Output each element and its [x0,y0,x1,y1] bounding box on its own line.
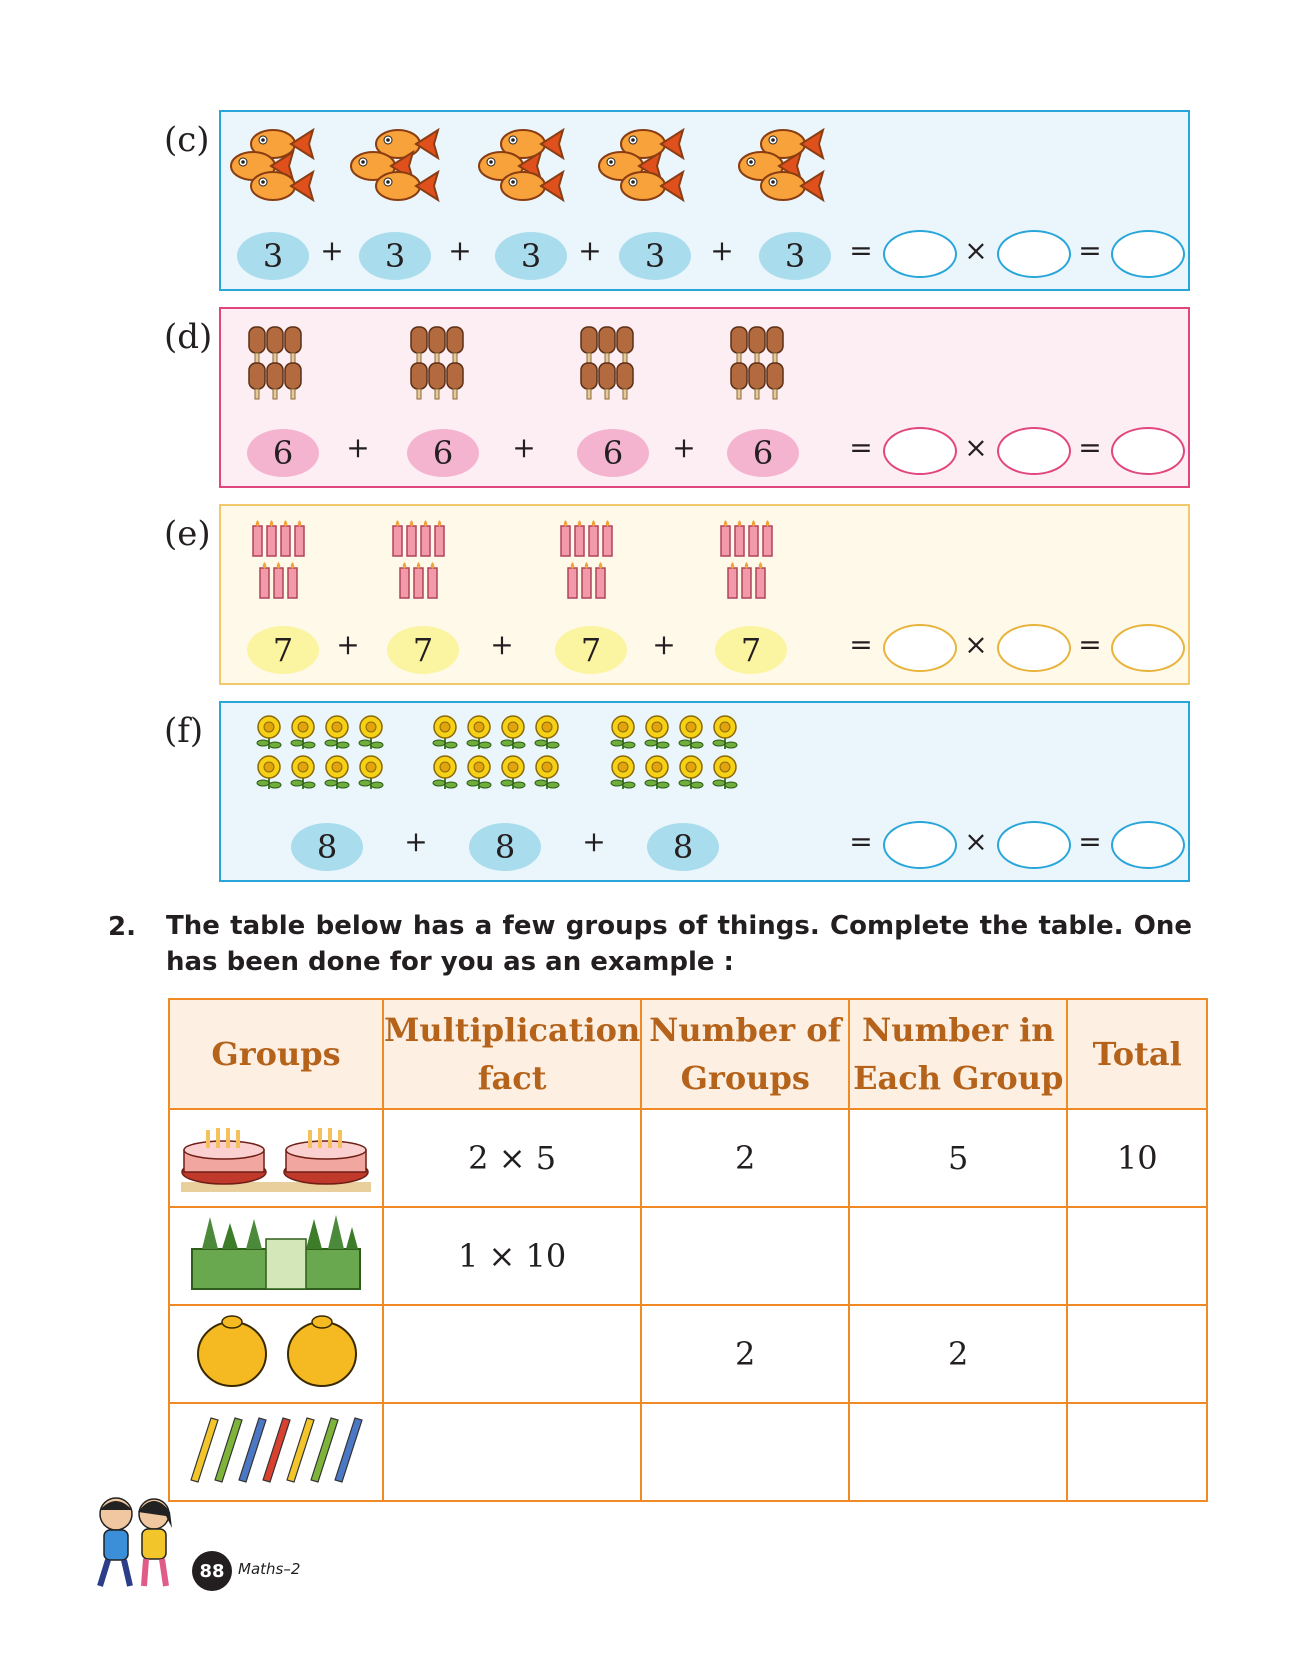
equals-sign: = [849,431,873,464]
cell-number-in-each-group: 5 [849,1109,1067,1207]
equals-sign: = [1078,431,1102,464]
equals-sign: = [1078,234,1102,267]
addend-oval: 3 [237,232,309,280]
answer-blank-total[interactable] [1111,821,1185,869]
candle-group-1 [253,520,304,598]
cake-illustration [176,1114,376,1194]
section-label-e: (e) [164,514,211,554]
panel-candles [219,504,1190,685]
header-number-in-each-group: Number in Each Group [849,999,1067,1109]
times-sign: × [964,628,988,661]
plus-sign: + [512,431,536,464]
question-number: 2. [108,912,136,942]
header-number-of-groups: Number of Groups [641,999,849,1109]
page-number: 88 [192,1551,232,1591]
section-label-f: (f) [164,711,204,751]
panel-fish [219,110,1190,291]
cell-total[interactable] [1067,1207,1207,1305]
answer-blank-each[interactable] [997,427,1071,475]
answer-blank-each[interactable] [997,821,1071,869]
cell-number-of-groups[interactable] [641,1207,849,1305]
cell-number-of-groups: 2 [641,1109,849,1207]
book-title: Maths–2 [238,1560,301,1578]
section-label-c: (c) [164,120,210,160]
plus-sign: + [652,628,676,661]
addend-oval: 7 [715,626,787,674]
equals-sign: = [849,628,873,661]
cell-total[interactable] [1067,1305,1207,1403]
table-row [169,1207,1207,1305]
ice-lolly-illustrations [221,317,841,407]
cell-number-of-groups: 2 [641,1305,849,1403]
cell-number-of-groups[interactable] [641,1403,849,1501]
header-multiplication-fact: Multiplication fact [383,999,641,1109]
table-row [169,1109,1207,1207]
sunflower-group-3 [611,716,737,789]
addend-oval: 3 [495,232,567,280]
plus-sign: + [448,234,472,267]
cell-number-in-each-group: 2 [849,1305,1067,1403]
answer-blank-groups[interactable] [883,427,957,475]
plus-sign: + [578,234,602,267]
plus-sign: + [336,628,360,661]
times-sign: × [964,234,988,267]
lolly-group-2 [411,327,463,399]
cake-1 [182,1128,266,1184]
addend-oval: 6 [727,429,799,477]
group-picture-cakes [169,1109,383,1207]
header-groups: Groups [169,999,383,1109]
table-row [169,1403,1207,1501]
answer-blank-total[interactable] [1111,624,1185,672]
addend-oval: 7 [555,626,627,674]
plus-sign: + [320,234,344,267]
candle-group-3 [561,520,612,598]
cell-number-in-each-group[interactable] [849,1207,1067,1305]
addend-oval: 6 [407,429,479,477]
addend-oval: 7 [247,626,319,674]
equals-sign: = [1078,825,1102,858]
lolly-group-3 [581,327,633,399]
answer-blank-total[interactable] [1111,427,1185,475]
plus-sign: + [404,825,428,858]
table-row [169,1305,1207,1403]
equals-sign: = [849,234,873,267]
group-picture-sweets [169,1305,383,1403]
addend-oval: 8 [647,823,719,871]
plus-sign: + [710,234,734,267]
lolly-group-1 [249,327,301,399]
cell-fact: 1 × 10 [383,1207,641,1305]
sunflower-group-1 [257,716,383,789]
section-label-d: (d) [164,317,213,357]
fish-group-2 [351,130,438,200]
plus-sign: + [582,825,606,858]
fish-group-3 [479,130,563,200]
addend-oval: 8 [291,823,363,871]
answer-blank-groups[interactable] [883,230,957,278]
cell-fact[interactable] [383,1403,641,1501]
kids-mascot-icon [86,1488,184,1592]
addend-oval: 3 [359,232,431,280]
cell-number-in-each-group[interactable] [849,1403,1067,1501]
cell-fact[interactable] [383,1305,641,1403]
fish-illustrations [221,120,841,210]
plus-sign: + [672,431,696,464]
panel-ice-lolly [219,307,1190,488]
header-total: Total [1067,999,1207,1109]
equals-sign: = [849,825,873,858]
addend-oval: 6 [577,429,649,477]
answer-blank-groups[interactable] [883,624,957,672]
addend-oval: 3 [619,232,691,280]
cell-total: 10 [1067,1109,1207,1207]
answer-blank-groups[interactable] [883,821,957,869]
cake-2 [284,1128,368,1184]
plus-sign: + [346,431,370,464]
plus-sign: + [490,628,514,661]
addend-oval: 8 [469,823,541,871]
fish-group-1 [231,130,313,200]
fish-group-5 [739,130,823,200]
answer-blank-each[interactable] [997,230,1071,278]
answer-blank-each[interactable] [997,624,1071,672]
sunflower-group-2 [433,716,559,789]
fish-group-4 [599,130,683,200]
candle-group-2 [393,520,444,598]
equals-sign: = [1078,628,1102,661]
addend-oval: 7 [387,626,459,674]
pencils-illustration [181,1408,371,1488]
group-picture-garden [169,1207,383,1305]
times-sign: × [964,431,988,464]
garden-illustration [186,1209,366,1295]
lolly-group-4 [731,327,783,399]
table-header-row [169,999,1207,1109]
candle-illustrations [221,514,841,604]
cell-fact: 2 × 5 [383,1109,641,1207]
addend-oval: 3 [759,232,831,280]
cell-total[interactable] [1067,1403,1207,1501]
groups-table [168,998,1208,1502]
answer-blank-total[interactable] [1111,230,1185,278]
sunflower-illustrations [221,711,841,811]
sweets-illustration [186,1310,366,1390]
group-picture-pencils [169,1403,383,1501]
question-text: The table below has a few groups of things. Complete the table. One has been done for you as an example : [166,911,1192,977]
candle-group-4 [721,520,772,598]
addend-oval: 6 [247,429,319,477]
panel-sunflowers [219,701,1190,882]
times-sign: × [964,825,988,858]
